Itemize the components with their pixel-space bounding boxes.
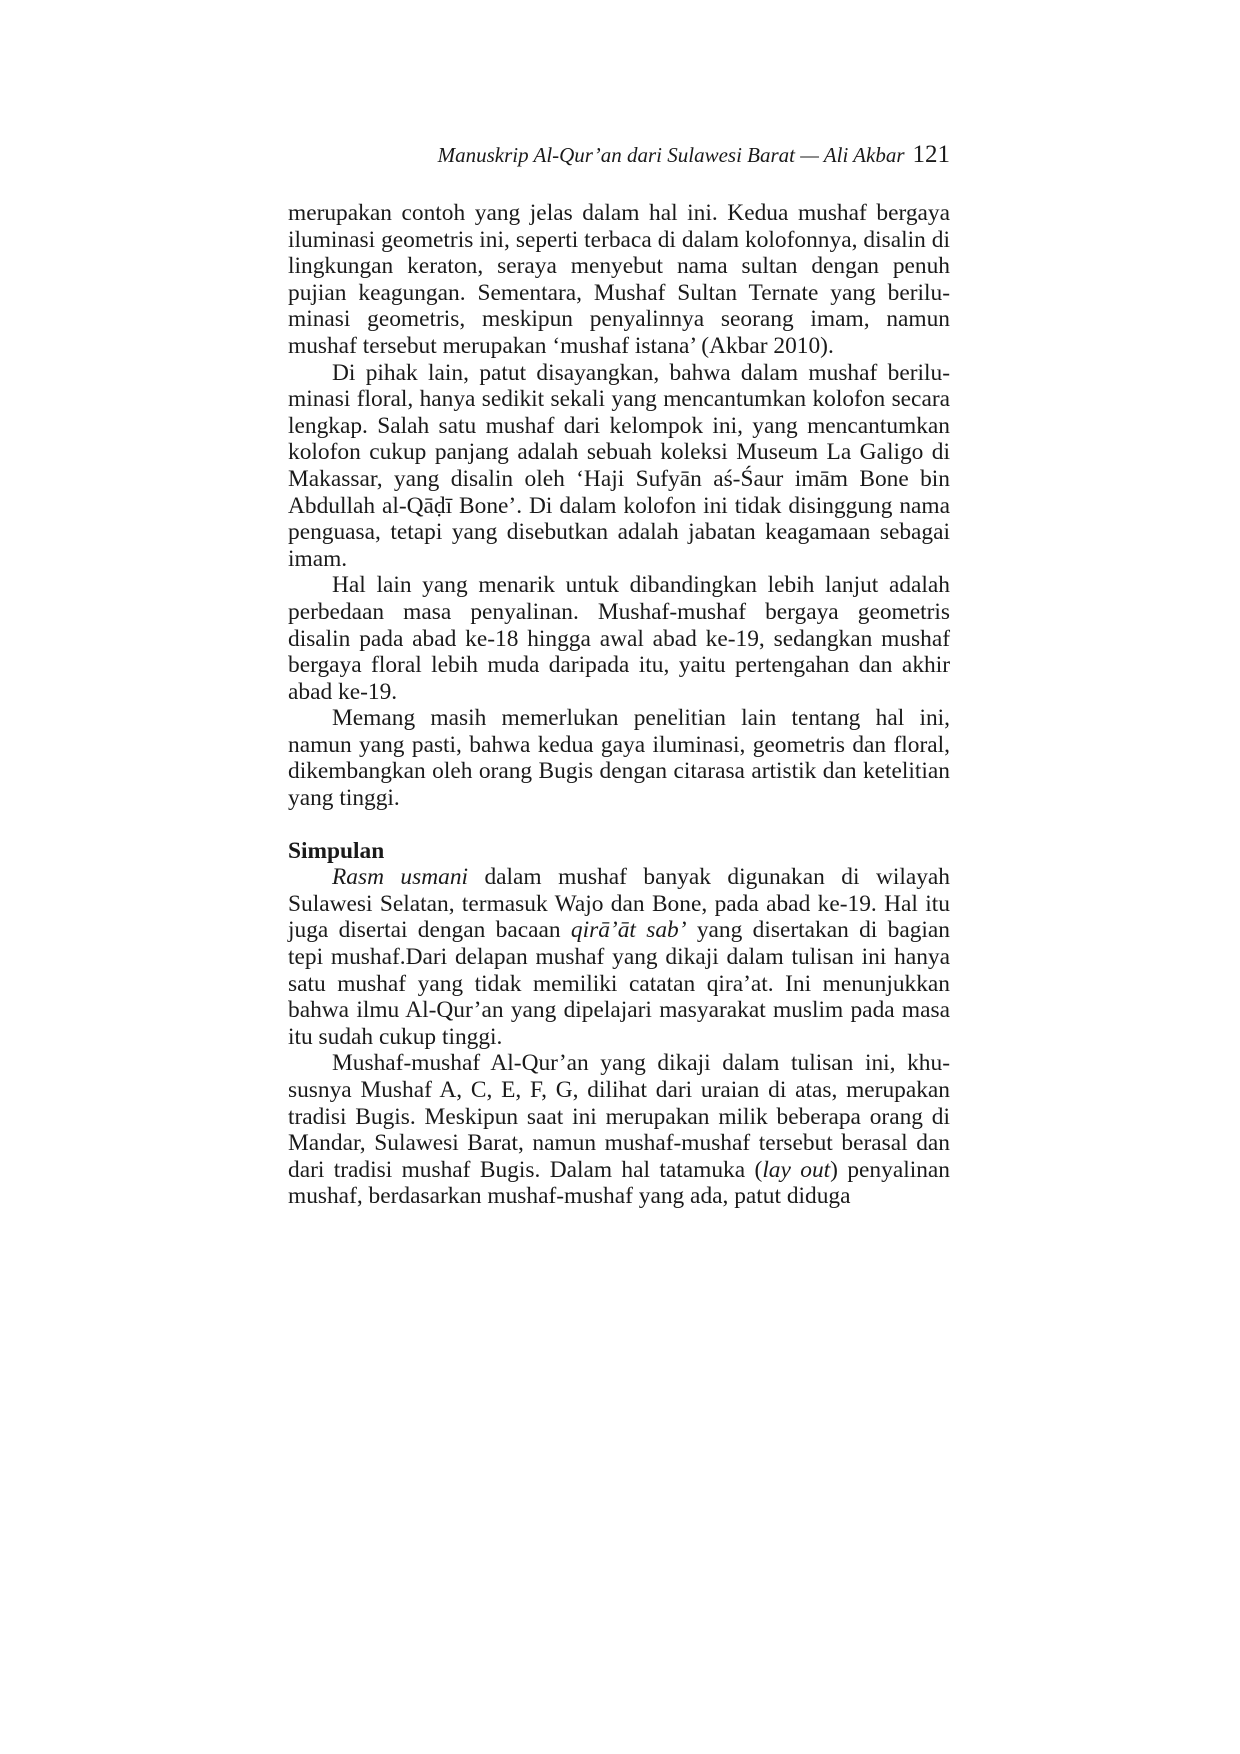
running-header-title: Manuskrip Al-Qur’an dari Sulawesi Barat — Ali Akbar [437, 143, 905, 167]
page-number: 121 [912, 141, 950, 168]
paragraph-text: dalam mushaf banyak digunakan di wilayah Sulawesi Selatan, termasuk Wajo dan Bone, pada abad ke-19. Hal itu juga disertai dengan bacaan [288, 864, 950, 944]
paragraph: Di pihak lain, patut disayangkan, bahwa dalam mushaf beriluminasi floral, hanya sedikit sekali yang mencantumkan kolofon secara lengkap. Salah satu mushaf dari kelompok ini, yang mencantumkan kolofon cukup panjang adalah sebuah koleksi Museum La Galigo di Makassar, yang disalin oleh ‘Haji Sufyān aś-Śaur imām Bone bin Abdullah al-Qāḍī Bone’. Di dalam kolofon ini tidak disinggung nama penguasa, tetapi yang disebutkan adalah jabatan keagamaan sebagai imam. [288, 359, 950, 572]
term-lay-out: lay out [762, 1156, 831, 1183]
term-rasm-usmani: Rasm usmani [332, 864, 469, 891]
running-header [288, 143, 950, 167]
section-heading-simpulan: Simpulan [288, 837, 385, 864]
paragraph-text: Mushaf-mushaf Al-Qur’an yang dikaji dalam tulisan ini, khususnya Mushaf A, C, E, F, G, dilihat dari uraian di atas, merupakan tradisi Bugis. Meskipun saat ini merupakan milik beberapa orang di Mandar, Sulawesi Barat, namun mushaf-mushaf tersebut berasal dan dari tradisi mushaf Bugis. Dalam hal tatamuka ( [288, 1050, 950, 1183]
paragraph: Hal lain yang menarik untuk dibandingkan lebih lanjut adalah perbedaan masa penyalinan. Mushaf-mushaf bergaya geometris disalin pada abad ke-18 hingga awal abad ke-19, sedangkan mushaf bergaya floral lebih muda daripada itu, yaitu pertengahan dan akhir abad ke-19. [288, 572, 950, 705]
paragraph-text: ) penyalinan mushaf, berdasarkan mushaf-mushaf yang ada, patut diduga [288, 1156, 950, 1210]
paragraph-conclusion-1 [288, 864, 950, 1050]
term-qiraat-sab: qirā’āt sab’ [570, 917, 687, 944]
paragraph-conclusion-2 [288, 1050, 950, 1210]
paragraph-continued: merupakan contoh yang jelas dalam hal ini. Kedua mushaf bergaya iluminasi geometris ini, seperti terbaca di dalam kolofonnya, disalin di lingkungan keraton, seraya menyebut nama sultan dengan penuh pujian keagungan. Sementara, Mushaf Sultan Ternate yang beriluminasi geometris, meskipun penyalinnya seorang imam, namun mushaf tersebut merupakan ‘mushaf istana’ (Akbar 2010). [288, 200, 950, 359]
paragraph: Memang masih memerlukan penelitian lain tentang hal ini, namun yang pasti, bahwa kedua gaya iluminasi, geometris dan floral, dikembangkan oleh orang Bugis dengan citarasa artistik dan ketelitian yang tinggi. [288, 705, 950, 812]
paragraph-text: yang disertakan di bagian tepi mushaf.Dari delapan mushaf yang dikaji dalam tulisan ini hanya satu mushaf yang tidak memiliki catatan qira’at. Ini menunjukkan bahwa ilmu Al-Qur’an yang dipelajari masyarakat muslim pada masa itu sudah cukup tinggi. [288, 917, 950, 1050]
body-text [288, 200, 950, 1210]
